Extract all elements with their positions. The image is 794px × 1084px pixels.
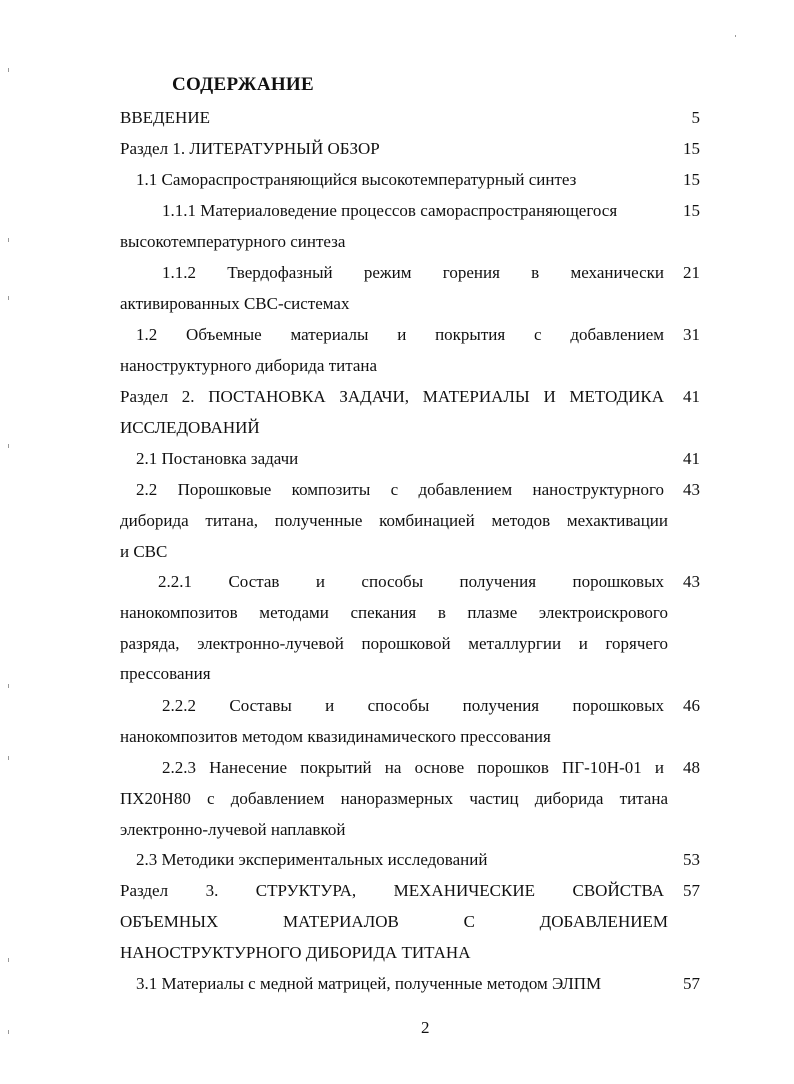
scan-speck [8, 1030, 9, 1034]
toc-entry-continuation: ПХ20Н80 с добавлением наноразмерных частиц диборида титана [120, 788, 668, 808]
scan-speck [8, 296, 9, 300]
toc-entry[interactable] [120, 320, 700, 382]
toc-entry-page: 46 [683, 696, 700, 715]
toc-entry-continuation: нанокомпозитов методом квазидинамического прессования [120, 726, 551, 746]
toc-entry-title: 1.1.2 Твердофазный режим горения в механически [162, 263, 664, 282]
toc-entry[interactable] [120, 103, 700, 134]
toc-entry-continuation: ОБЪЕМНЫХ МАТЕРИАЛОВ С ДОБАВЛЕНИЕМ [120, 911, 668, 931]
toc-entry[interactable] [120, 196, 700, 258]
toc-entry[interactable] [120, 567, 700, 690]
toc-entry-page: 15 [683, 170, 700, 189]
toc-entry-continuation: активированных СВС-системах [120, 293, 350, 313]
toc-entry-title: 2.2.3 Нанесение покрытий на основе порошков ПГ-10Н-01 и [162, 758, 664, 777]
toc-entry-page: 21 [683, 263, 700, 282]
toc-entry-title: 1.1.1 Материаловедение процессов самораспространяющегося [162, 201, 618, 220]
toc-entry[interactable] [120, 444, 700, 475]
scan-speck [735, 35, 736, 37]
toc-entry-title: 1.1 Самораспространяющийся высокотемпературный синтез [136, 170, 577, 189]
toc-entry-page: 15 [683, 201, 700, 220]
toc-entry[interactable] [120, 753, 700, 845]
toc-entry[interactable] [120, 258, 700, 320]
toc-entry[interactable] [120, 134, 700, 165]
scan-speck [8, 444, 9, 448]
toc-entry-title: 2.2.1 Состав и способы получения порошковых [158, 572, 664, 591]
toc-entry-page: 41 [683, 387, 700, 406]
toc-entry-continuation: НАНОСТРУКТУРНОГО ДИБОРИДА ТИТАНА [120, 942, 471, 962]
toc-entry-page: 31 [683, 325, 700, 344]
scan-speck [8, 684, 9, 688]
toc-entry-page: 48 [683, 758, 700, 777]
toc-entry-continuation: и СВС [120, 541, 168, 561]
toc-entry[interactable] [120, 165, 700, 196]
toc-entry-page: 43 [683, 480, 700, 499]
toc-entry-title: 3.1 Материалы с медной матрицей, полученные методом ЭЛПМ [136, 974, 602, 993]
toc-entry[interactable] [120, 845, 700, 876]
toc-entry-continuation: диборида титана, полученные комбинацией методов мехактивации [120, 510, 668, 530]
toc-entry-page: 5 [691, 108, 700, 127]
toc-entry-page: 57 [683, 974, 700, 993]
toc-entry-title: 2.1 Постановка задачи [136, 449, 299, 468]
scan-speck [8, 756, 9, 760]
toc-entry[interactable] [120, 876, 700, 968]
toc-entry-continuation: ИССЛЕДОВАНИЙ [120, 417, 260, 437]
toc-entry-title: 1.2 Объемные материалы и покрытия с добавлением [136, 325, 664, 344]
page-title: СОДЕРЖАНИЕ [172, 74, 314, 95]
scan-speck [8, 958, 9, 962]
scan-speck [8, 238, 9, 242]
toc-entry-title: Раздел 1. ЛИТЕРАТУРНЫЙ ОБЗОР [120, 139, 380, 158]
toc-entry-continuation: наноструктурного диборида титана [120, 355, 378, 375]
scan-speck [8, 68, 9, 72]
toc-entry-continuation: высокотемпературного синтеза [120, 231, 346, 251]
toc-entry-title: 2.3 Методики экспериментальных исследований [136, 850, 488, 869]
toc-entry-page: 41 [683, 449, 700, 468]
toc-entry-page: 43 [683, 572, 700, 591]
toc-entry[interactable] [120, 475, 700, 567]
toc-entry-continuation: прессования [120, 664, 211, 684]
toc-entry-page: 57 [683, 881, 700, 900]
toc-entry-continuation: разряда, электронно-лучевой порошковой металлургии и горячего [120, 633, 668, 653]
toc-entry-page: 53 [683, 850, 700, 869]
toc-entry-continuation: электронно-лучевой наплавкой [120, 819, 346, 839]
toc-entry-title: 2.2 Порошковые композиты с добавлением наноструктурного [136, 480, 664, 499]
toc-entry-continuation: нанокомпозитов методами спекания в плазме электроискрового [120, 602, 668, 622]
page-number: 2 [421, 1018, 430, 1037]
toc-entry-page: 15 [683, 139, 700, 158]
toc-entry-title: Раздел 3. СТРУКТУРА, МЕХАНИЧЕСКИЕ СВОЙСТВА [120, 881, 664, 900]
toc-entry-title: 2.2.2 Составы и способы получения порошковых [162, 696, 664, 715]
toc-entry[interactable] [120, 382, 700, 444]
toc-entry-title: ВВЕДЕНИЕ [120, 108, 210, 127]
toc-entry[interactable] [120, 691, 700, 753]
toc-entry-title: Раздел 2. ПОСТАНОВКА ЗАДАЧИ, МАТЕРИАЛЫ И МЕТОДИКА [120, 387, 664, 406]
toc-entry[interactable] [120, 969, 700, 1000]
